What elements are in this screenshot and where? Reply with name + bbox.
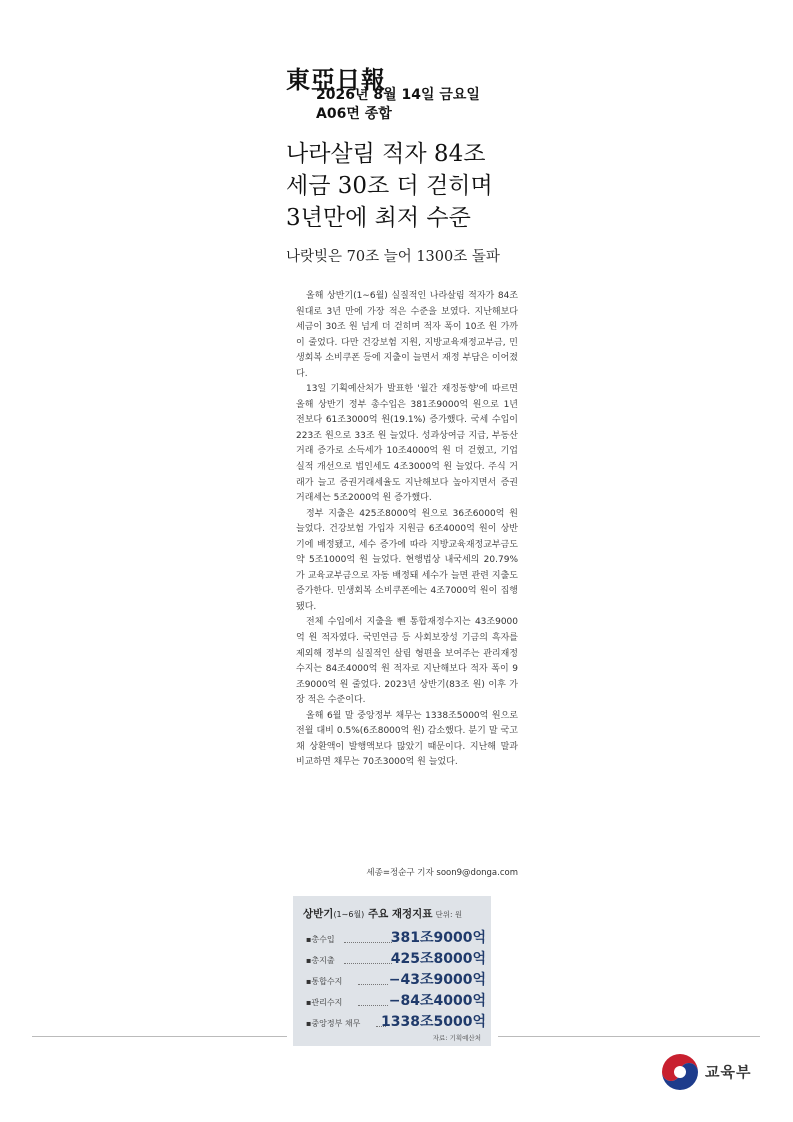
footer-rule-right [498,1036,760,1037]
headline [286,138,526,234]
government-emblem-icon [660,1052,700,1092]
leader-dots [344,963,392,964]
newspaper-logo: 東亞日報 [286,65,386,94]
subheadline: 나랏빚은 70조 늘어 1300조 돌파 [286,249,500,265]
ministry-name: 교육부 [705,1063,752,1081]
indicator-label: ▪관리수지 [306,998,343,1007]
page-section: A06면 종합 [316,106,392,122]
headline-line: 3년만에 최저 수준 [286,205,471,231]
issue-date: 2026년 8월 14일 금요일 [316,87,480,103]
infobox-title-rest: 주요 재정지표 [364,908,433,920]
infobox-title [303,906,462,921]
indicator-label: ▪중앙정부 채무 [306,1019,361,1028]
indicator-value: 425조8000억 [390,951,486,967]
infobox-unit: 단위: 원 [435,910,463,919]
indicator-value: 1338조5000억 [381,1014,486,1030]
indicator-row [306,927,486,947]
indicator-value: 381조9000억 [390,930,486,946]
headline-line: 세금 30조 더 걷히며 [286,173,493,199]
indicator-label: ▪총수입 [306,935,335,944]
indicator-row [306,990,486,1010]
article-paragraph: 정부 지출은 425조8000억 원으로 36조6000억 원 늘었다. 건강보험 가입자 지원금 6조4000억 원이 상반기에 배정됐고, 세수 증가에 따라 지방교육재정교부금도 약 5조1000억 원 늘었다. 현행법상 내국세의 20.79%가 교육교부금으로 자동 배정돼 세수가 늘면 관련 지출도 증가한다. 민생회복 소비쿠폰에는 4조7000억 원이 집행됐다. [296,508,518,612]
indicator-value: −84조4000억 [388,993,486,1009]
infobox-title-main: 상반기 [303,908,334,920]
fiscal-indicator-box [293,896,491,1046]
dateline [316,86,480,124]
article-paragraph: 13일 기획예산처가 발표한 '월간 재정동향'에 따르면 올해 상반기 정부 총수입은 381조9000억 원으로 1년 전보다 61조3000억 원(19.1%) 증가했다. 국세 수입이 223조 원으로 33조 원 늘었다. 성과상여금 지급, 부동산 거래 증가로 소득세가 10조4000억 원 더 걷혔고, 기업 실적 개선으로 법인세도 4조3000억 원 늘었다. 주식 거래가 늘고 증권거래세율도 지난해보다 높아지면서 증권거래세는 5조2000억 원 증가했다. [296,384,518,504]
infobox-source: 자료: 기획예산처 [432,1034,481,1042]
indicator-label: ▪총지출 [306,956,335,965]
byline: 세종=정순구 기자 soon9@donga.com [366,868,518,878]
leader-dots [358,984,388,985]
indicator-value: −43조9000억 [388,972,486,988]
indicator-row [306,969,486,989]
indicator-label: ▪통합수지 [306,977,343,986]
indicator-row [306,1011,486,1031]
infobox-title-period: (1∼6월) [333,910,365,919]
leader-dots [344,942,392,943]
indicator-row [306,948,486,968]
leader-dots [358,1005,388,1006]
article-body [296,289,518,771]
article-paragraph: 올해 상반기(1∼6월) 실질적인 나라살림 적자가 84조 원대로 3년 만에 가장 적은 수준을 보였다. 지난해보다 세금이 30조 원 넘게 더 걷히며 적자 폭이 10조 원 가까이 줄었다. 다만 건강보험 지원, 지방교육재정교부금, 민생회복 소비쿠폰 등에 지출이 늘면서 재정 부담은 이어졌다. [296,291,518,379]
headline-line: 나라살림 적자 84조 [286,141,486,167]
article-paragraph: 올해 6월 말 중앙정부 채무는 1338조5000억 원으로 전월 대비 0.5%(6조8000억 원) 감소했다. 분기 말 국고채 상환액이 발행액보다 많았기 때문이다. 지난해 말과 비교하면 채무는 70조3000억 원 늘었다. [296,710,518,768]
article-paragraph: 전체 수입에서 지출을 뺀 통합재정수지는 43조9000억 원 적자였다. 국민연금 등 사회보장성 기금의 흑자를 제외해 정부의 실질적인 살림 형편을 보여주는 관리재정수지는 84조4000억 원 적자로 지난해보다 적자 폭이 9조9000억 원 줄었다. 2023년 상반기(83조 원) 이후 가장 적은 수준이다. [296,617,518,706]
footer-rule-left [32,1036,287,1037]
